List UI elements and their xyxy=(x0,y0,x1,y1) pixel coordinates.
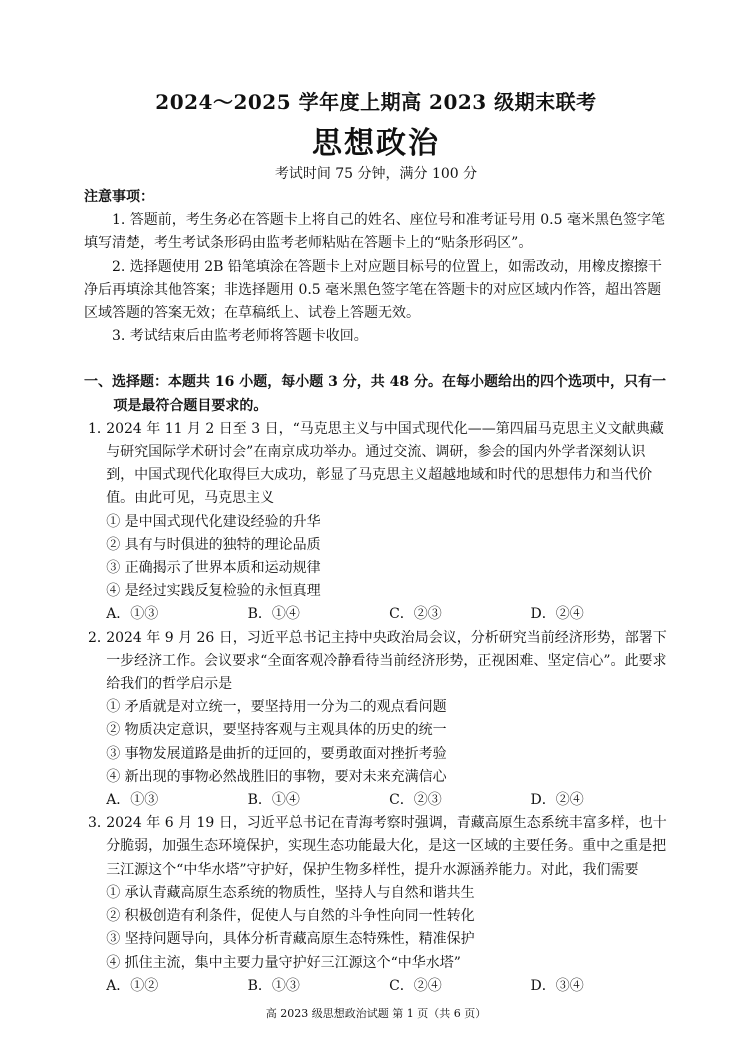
option-statement: ① 是中国式现代化建设经验的升华 xyxy=(106,513,321,530)
option-statement: ④ 是经过实践反复检验的永恒真理 xyxy=(106,583,321,600)
exam-title: 2024～2025 学年度上期高 2023 级期末联考 xyxy=(155,90,597,114)
choice-a: A．①③ xyxy=(106,792,159,809)
exam-time-info: 考试时间 75 分钟，满分 100 分 xyxy=(274,166,478,182)
choice-a: A．①③ xyxy=(106,606,159,623)
option-statement: ② 积极创造有利条件，促使人与自然的斗争性向同一性转化 xyxy=(106,908,475,925)
choice-b: B．①④ xyxy=(247,792,300,809)
page-footer: 高 2023 级思想政治试题 第 1 页（共 6 页） xyxy=(265,1007,487,1020)
option-statement: ③ 正确揭示了世界本质和运动规律 xyxy=(106,560,321,577)
question-stem: 2024 年 6 月 19 日，习近平总书记在青海考察时强调，青藏高原生态系统丰富多样，也十分脆弱，加强生态环境保护，实现生态功能最大化，是这一区域的主要任务。重中之重是把三江源这个“中华水塔”守护好，保护生物多样性，提升水源涵养能力。对此，我们需要 xyxy=(106,815,667,878)
notice-item-1: 1. 答题前，考生务必在答题卡上将自己的姓名、座位号和准考证号用 0.5 毫米黑色签字笔填写清楚，考生考试条形码由监考老师粘贴在答题卡上的“贴条形码区”。 xyxy=(84,212,665,252)
answer-choices xyxy=(88,789,672,812)
choice-d: D．②④ xyxy=(530,606,584,623)
option-statement: ③ 坚持问题导向，具体分析青藏高原生态特殊性，精准保护 xyxy=(106,931,475,948)
question-1 xyxy=(88,418,672,511)
question-3 xyxy=(88,812,672,882)
choice-b: B．①④ xyxy=(247,606,300,623)
notice-title: 注意事项： xyxy=(84,189,154,205)
option-statement: ① 矛盾就是对立统一，要坚持用一分为二的观点看问题 xyxy=(106,699,447,716)
notice-item-2: 2. 选择题使用 2B 铅笔填涂在答题卡上对应题目标号的位置上，如需改动，用橡皮擦擦干净后再填涂其他答案；非选择题用 0.5 毫米黑色签字笔在答题卡的对应区域内作答，超出答题区域答题的答案无效；在草稿纸上、试卷上答题无效。 xyxy=(84,258,662,322)
question-number: 1． xyxy=(88,420,111,437)
option-statement: ② 物质决定意识，要坚持客观与主观具体的历史的统一 xyxy=(106,722,447,739)
choice-d: D．②④ xyxy=(530,792,584,809)
exam-body xyxy=(84,186,672,998)
answer-choices xyxy=(88,975,672,998)
question-number: 3． xyxy=(88,815,111,832)
section-heading: 一、选择题：本题共 16 小题，每小题 3 分，共 48 分。在每小题给出的四个选项中，只有一项是最符合题目要求的。 xyxy=(84,374,666,414)
choice-c: C．②④ xyxy=(389,977,442,994)
option-statement: ① 承认青藏高原生态系统的物质性，坚持人与自然和谐共生 xyxy=(106,884,475,901)
answer-choices xyxy=(88,603,672,626)
option-statement: ④ 抓住主流，集中主要力量守护好三江源这个“中华水塔” xyxy=(106,954,461,971)
choice-a: A．①② xyxy=(106,977,159,994)
question-2 xyxy=(88,627,672,697)
option-statement: ② 具有与时俱进的独特的理论品质 xyxy=(106,536,321,553)
choice-b: B．①③ xyxy=(247,977,300,994)
subject-title: 思想政治 xyxy=(312,126,440,161)
choice-c: C．②③ xyxy=(389,792,442,809)
choice-d: D．③④ xyxy=(530,977,584,994)
spacer xyxy=(84,348,672,371)
choice-c: C．②③ xyxy=(389,606,442,623)
option-statement: ③ 事物发展道路是曲折的迂回的，要勇敢面对挫折考验 xyxy=(106,745,447,762)
notice-item-3: 3. 考试结束后由监考老师将答题卡收回。 xyxy=(112,328,368,345)
option-statement: ④ 新出现的事物必然战胜旧的事物，要对未来充满信心 xyxy=(106,768,447,785)
question-stem: 2024 年 9 月 26 日，习近平总书记主持中央政治局会议，分析研究当前经济形势，部署下一步经济工作。会议要求“全面客观冷静看待当前经济形势，正视困难、坚定信心”。此要求给我们的哲学启示是 xyxy=(106,629,667,693)
question-number: 2． xyxy=(88,629,111,646)
question-stem: 2024 年 11 月 2 日至 3 日，“马克思主义与中国式现代化——第四届马克思主义文献典藏与研究国际学术研讨会”在南京成功举办。通过交流、调研，参会的国内外学者深刻认识到，中国式现代化取得巨大成功，彰显了马克思主义超越地域和时代的思想伟力和当代价值。由此可见，马克思主义 xyxy=(106,420,664,507)
